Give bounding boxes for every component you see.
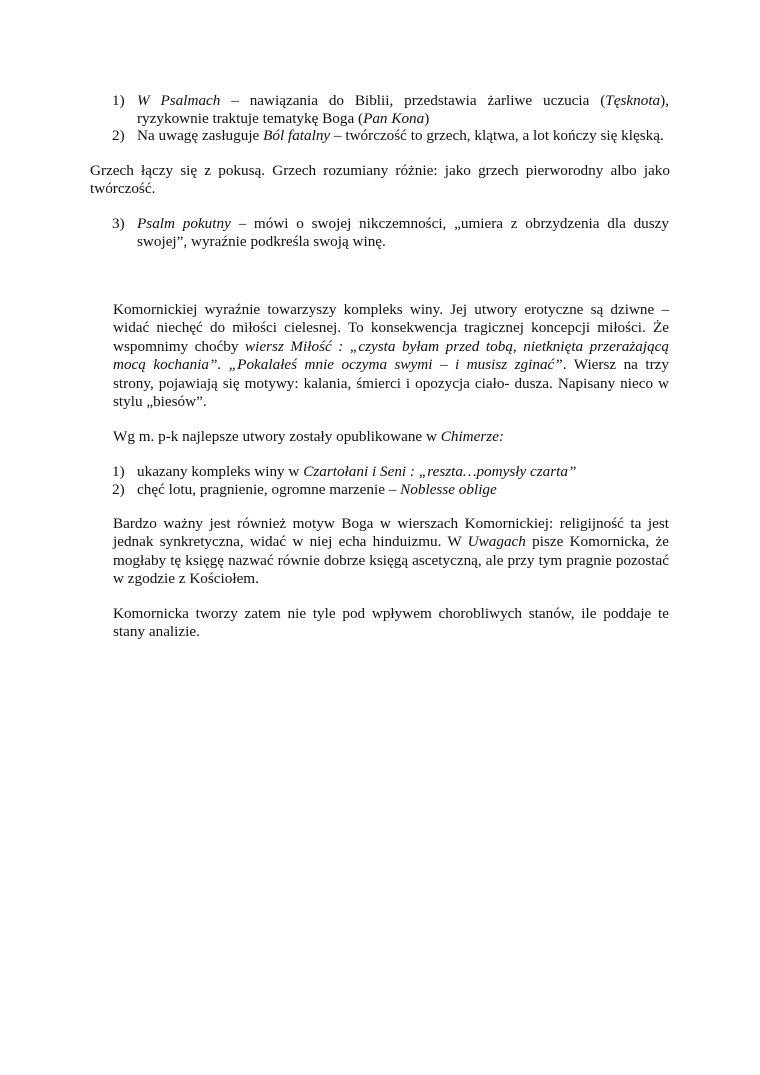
list-item	[112, 215, 669, 252]
list-number: 2)	[112, 481, 125, 498]
list-item	[112, 481, 669, 499]
paragraph-zatem: Komornicka tworzy zatem nie tyle pod wpływem chorobliwych stanów, ile poddaje te stany analizie.	[113, 605, 669, 641]
list-text: ukazany kompleks winy w Czartołani i Seni : „reszta…pomysły czarta”	[137, 463, 577, 480]
list-number: 1)	[112, 92, 125, 109]
list-text: W Psalmach – nawiązania do Biblii, przedstawia żarliwe uczucia (Tęsknota), ryzykownie traktuje tematykę Boga (Pan Kona)	[137, 92, 669, 128]
list-item	[112, 463, 669, 481]
paragraph-wg: Wg m. p-k najlepsze utwory zostały opublikowane w Chimerze:	[113, 428, 504, 445]
list-text: Psalm pokutny – mówi o swojej nikczemności, „umiera z obrzydzenia dla duszy swojej”, wyraźnie podkreśla swoją winę.	[137, 215, 670, 251]
list-number: 2)	[112, 127, 125, 144]
paragraph-kompleks: Komornickiej wyraźnie towarzyszy kompleks winy. Jej utwory erotyczne są dziwne – widać niechęć do miłości cielesnej. To konsekwencja tragicznej koncepcji miłości. Że wspomnimy choćby wiersz Miłość : „czysta byłam przed tobą, nietknięta przerażającą mocą kochania”. „Pokalałeś mnie oczyma swymi – i musisz zginać”. Wiersz na trzy strony, pojawiają się motywy: kalania, śmierci i opozycja ciało- dusza. Napisany nieco w stylu „biesów”.	[113, 301, 669, 411]
list-text: Na uwagę zasługuje Ból fatalny – twórczość to grzech, klątwa, a lot kończy się klęską.	[137, 127, 664, 144]
list-text: chęć lotu, pragnienie, ogromne marzenie – Noblesse oblige	[137, 481, 497, 498]
paragraph-boga: Bardzo ważny jest również motyw Boga w wierszach Komornickiej: religijność ta jest jednak synkretyczna, widać w niej echa hinduizmu. W Uwagach pisze Komornicka, że mogłaby tę księgę nazwać równie dobrze księgą ascetyczną, ale przy tym pragnie pozostać w zgodzie z Kościołem.	[113, 515, 670, 588]
paragraph-grzech: Grzech łączy się z pokusą. Grzech rozumiany różnie: jako grzech pierworodny albo jako twórczość.	[90, 162, 670, 198]
list-item	[112, 127, 669, 145]
list-number: 1)	[112, 463, 125, 480]
list-item	[112, 92, 669, 129]
list-number: 3)	[112, 215, 125, 232]
